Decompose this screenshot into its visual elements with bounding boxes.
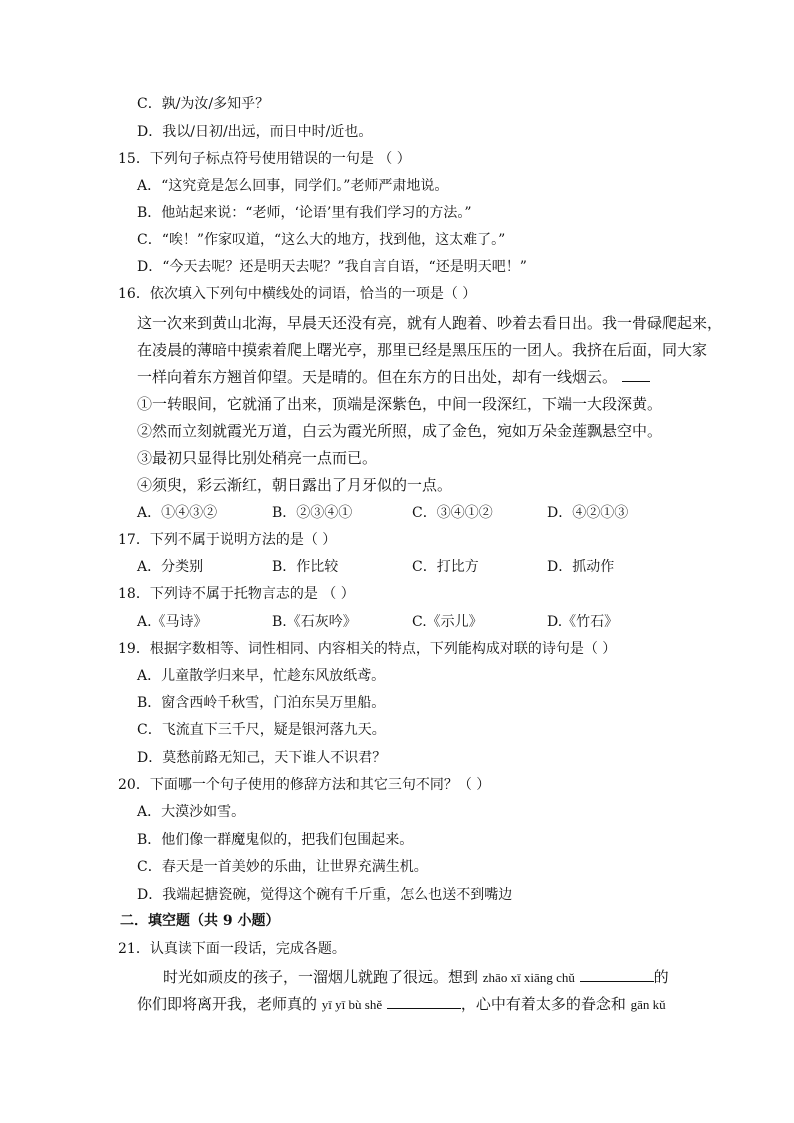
q18-option-a: A.《马诗》	[137, 614, 208, 630]
q18-option-b: B.《石灰吟》	[272, 614, 357, 630]
q14-option-c: C．孰/为汝/多知乎？	[137, 96, 270, 112]
q21-stem: 21．认真读下面一段话，完成各题。	[118, 941, 346, 957]
q19-option-c: C．飞流直下三千尺，疑是银河落九天。	[137, 722, 386, 738]
q15-option-d: D．“今天去呢？还是明天去呢？”我自言自语，“还是明天吧！”	[137, 259, 527, 275]
q18-stem: 18．下列诗不属于托物言志的是 （ ）	[118, 586, 355, 602]
q21-text-2b: ，心中有着太多的眷念和	[460, 995, 631, 1013]
q16-option-a: A．①④③②	[137, 505, 218, 521]
q19-option-d: D．莫愁前路无知己，天下谁人不识君？	[137, 750, 387, 766]
q20-option-d: D．我端起搪瓷碗，觉得这个碗有千斤重，怎么也送不到嘴边	[137, 887, 513, 903]
q21-pinyin-2: yī yī bù shě	[321, 997, 383, 1012]
q20-option-a: A．大漠沙如雪。	[137, 804, 246, 820]
q15-option-b: B．他站起来说：“老师，‘论语’里有我们学习的方法。”	[137, 205, 472, 221]
q21-answer-blank-1	[580, 967, 654, 982]
q16-passage-line-1: 这一次来到黄山北海，早晨天还没有亮，就有人跑着、吵着去看日出。我一骨碌爬起来，	[137, 314, 723, 332]
q20-option-b: B．他们像一群魔鬼似的，把我们包围起来。	[137, 832, 414, 848]
q19-stem: 19．根据字数相等、词性相同、内容相关的特点，下列能构成对联的诗句是（ ）	[118, 641, 617, 657]
q17-option-c: C．打比方	[412, 559, 479, 575]
q17-option-a: A．分类别	[137, 559, 204, 575]
q18-option-c: C.《示儿》	[412, 614, 483, 630]
section-2-heading: 二．填空题（共 9 小题）	[120, 913, 280, 929]
q16-item-3: ③最初只显得比别处稍亮一点而已。	[137, 449, 378, 467]
q14-option-d: D．我以/日初/出远，而日中时/近也。	[137, 124, 373, 140]
q15-option-a: A．“这究竟是怎么回事，同学们。”老师严肃地说。	[137, 178, 449, 194]
q21-passage-line-2	[137, 994, 666, 1014]
q17-stem: 17．下列不属于说明方法的是（ ）	[118, 532, 337, 548]
q16-answer-blank	[622, 367, 650, 382]
q21-pinyin-3: gān kǔ	[630, 997, 666, 1012]
q16-item-2: ②然而立刻就霞光万道，白云为霞光所照，成了金色，宛如万朵金莲飘悬空中。	[137, 422, 663, 440]
q16-item-1: ①一转眼间，它就涌了出来，顶端是深紫色，中间一段深红，下端一大段深黄。	[137, 395, 663, 413]
q16-stem: 16．依次填入下列句中横线处的词语，恰当的一项是（ ）	[118, 286, 477, 302]
q18-option-d: D.《竹石》	[547, 614, 619, 630]
q16-option-b: B．②③④①	[272, 505, 353, 521]
q17-option-b: B．作比较	[272, 559, 339, 575]
q15-stem: 15．下列句子标点符号使用错误的一句是 （ ）	[118, 151, 411, 167]
q20-option-c: C．春天是一首美妙的乐曲，让世界充满生机。	[137, 859, 428, 875]
q16-option-d: D．④②①③	[547, 505, 629, 521]
q17-option-d: D．抓动作	[547, 559, 615, 575]
q21-text-2a: 你们即将离开我，老师真的	[137, 995, 322, 1013]
q16-item-4: ④须臾，彩云渐红，朝日露出了月牙似的一点。	[137, 476, 453, 494]
q20-stem: 20．下面哪一个句子使用的修辞方法和其它三句不同？（ ）	[118, 777, 491, 793]
q21-text-1a: 时光如顽皮的孩子，一溜烟儿就跑了很远。想到	[163, 968, 483, 986]
q21-passage-line-1	[163, 967, 669, 987]
q21-answer-blank-2	[387, 994, 461, 1009]
q15-option-c: C．“唉！”作家叹道，“这么大的地方，找到他，这太难了。”	[137, 232, 506, 248]
q19-option-a: A．儿童散学归来早，忙趁东风放纸鸢。	[137, 668, 386, 684]
q21-text-1b: 的	[653, 968, 669, 986]
q21-pinyin-1: zhāo xī xiāng chǔ	[482, 970, 575, 985]
q19-option-b: B．窗含西岭千秋雪，门泊东吴万里船。	[137, 695, 386, 711]
q16-passage-line-2: 在凌晨的薄暗中摸索着爬上曙光亭，那里已经是黑压压的一团人。我挤在后面，同大家	[137, 341, 708, 359]
q16-option-c: C．③④①②	[412, 505, 493, 521]
q16-passage-text: 一样向着东方翘首仰望。天是晴的。但在东方的日出处，却有一线烟云。	[137, 368, 618, 386]
q16-passage-line-3	[137, 367, 650, 387]
